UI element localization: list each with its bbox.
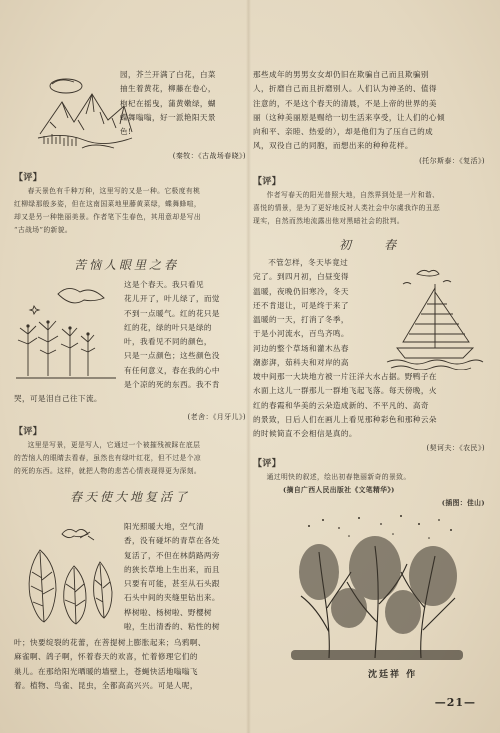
commentary3-line: 现实，自然而然地流露出他对黑暗社会的批判。 bbox=[253, 217, 405, 225]
poem4-line: 还不肯退让，可是终于来了 bbox=[253, 300, 349, 310]
poem2-line: 叶，我看见不同的颜色， bbox=[124, 337, 212, 347]
commentary1-block bbox=[14, 172, 246, 237]
poem3-line: 叶；快要绽裂的花蕾，在菩提树上膨胀起来；乌鸦啊、 bbox=[14, 638, 206, 647]
continuation-line: 丽（这种美丽原是赐给一切生活来享受，让人们的心倾 bbox=[253, 112, 445, 122]
poem3-line: 石头中间的夹缝里钻出来。 bbox=[124, 593, 220, 603]
poem4-line: 温暖，夜晚仍旧寒冷，冬天 bbox=[253, 286, 349, 296]
poem2-block bbox=[124, 278, 246, 392]
commentary2-block bbox=[14, 426, 246, 478]
mountain-illustration bbox=[34, 72, 134, 154]
trees-illustration bbox=[14, 282, 118, 384]
poem4-line: 红的春霞和华美的云朵造成新的、不平凡的、高奇 bbox=[253, 400, 429, 410]
poem1-line: 蝶舞嗡嗡，好一派艳阳天景 bbox=[120, 112, 216, 122]
section-title: 初 春 bbox=[339, 238, 400, 252]
poem3-line: 着。植物、鸟雀、昆虫，全都高高兴兴。可是人呢， bbox=[14, 680, 198, 690]
commentary3-line: 喜悦的情景，是为了更好地反衬人类社会中尔虞我诈的丑恶 bbox=[253, 204, 441, 212]
poem3-line: 啦，生出清香的、粘性的树 bbox=[124, 622, 220, 632]
continuation-line: 人，折磨自己而且折磨别人。人们认为神圣的、值得 bbox=[253, 84, 437, 94]
continuation-line: 注意的，不是这个春天的清晨，不是上帝的世界的美 bbox=[253, 98, 437, 108]
section-title: 苦恼人眼里之春 bbox=[74, 258, 180, 272]
commentary1-label: 【评】 bbox=[14, 173, 43, 183]
poem4-source: (契诃夫：《农民》) bbox=[426, 444, 485, 453]
poem4-line: 的景致，日后人们在画儿上看见那种彩色和那种云朵 bbox=[253, 414, 437, 424]
poem2-line: 哭，可是泪自己往下流。 bbox=[14, 394, 102, 403]
sailboat-illustration bbox=[383, 262, 485, 370]
commentary3-label: 【评】 bbox=[253, 177, 282, 187]
commentary1-line: 春天景色有千种万种，这里写的又是一种。它极度有桃 bbox=[27, 187, 201, 195]
poem1-line: 抽生着黄花，柳藤在卷心， bbox=[120, 84, 216, 94]
poem2-line: 这是个春天。我只看见 bbox=[124, 280, 204, 289]
leaves-illustration bbox=[18, 522, 118, 630]
commentary4-label: 【评】 bbox=[253, 459, 282, 469]
poem2-line: 不到一点暖气。红的花只是 bbox=[124, 308, 220, 318]
illustration-credit: (插图：佳山) bbox=[441, 499, 485, 507]
commentary3-line: 作者写春天的阳光普照大地，自然界到处是一片和谐、 bbox=[266, 191, 440, 199]
center-fold bbox=[246, 0, 251, 733]
commentary1-line: “古战场”的新貌。 bbox=[14, 226, 73, 234]
continuation-line: 那些成年的男男女女却仍旧在欺骗自己而且欺骗别 bbox=[253, 70, 429, 79]
poem2-line: 是个凉的死的东西。我不肯 bbox=[124, 380, 220, 390]
poem3-line: 阳光照暖大地，空气清 bbox=[124, 522, 204, 531]
poem4-line: 的时候简直不会相信是真的。 bbox=[253, 429, 357, 439]
poem2-source: (老舍：《月牙儿》) bbox=[187, 413, 246, 422]
poem4-line: 完了。到四月初，白昼变得 bbox=[253, 272, 349, 282]
poem2-tail bbox=[14, 392, 246, 425]
artist-credit: 沈廷祥 作 bbox=[368, 670, 418, 680]
poem4-line: 河边的整个草场和灌木丛春 bbox=[253, 343, 349, 353]
commentary2-line: 这里是写景，更是写人，它通过一个被摧残被踩在底层 bbox=[27, 441, 201, 449]
commentary2-line: 的死的东西。这样，就把人物的悲苦心情表现得更为深刻。 bbox=[14, 467, 202, 475]
commentary1-line: 红柳绿那般多姿，但在这南国菜地里藤黄菜绿，蝶舞蜂喧， bbox=[14, 200, 202, 208]
commentary1-line: 却又是另一种艳丽美景。作者笔下生春色，其用意却是写出 bbox=[14, 213, 202, 221]
poem2-line: 红的花，绿的叶只是绿的 bbox=[124, 322, 212, 332]
poem2-line: 有任何意义，春在我的心中 bbox=[124, 365, 220, 375]
poem1-line: 枸杞在摇曳，蒲黄嫩绿，蝴 bbox=[120, 98, 216, 108]
continuation-line: 风，双役自己的同胞，而想出来的种种花样。 bbox=[253, 141, 413, 151]
commentary3-block bbox=[253, 176, 485, 228]
commentary4-line: 通过明快的叙述，绘出初春艳丽新奇的景致。 bbox=[266, 473, 411, 481]
ink-trees-illustration bbox=[289, 512, 465, 662]
page-number: —21— bbox=[434, 696, 476, 709]
poem4-line: 坡中间那一大块地方被一片汪洋大水占据。野鸭子在 bbox=[253, 372, 437, 381]
continuation-source: (托尔斯泰：《复活》) bbox=[419, 156, 485, 165]
poem4-block bbox=[253, 256, 377, 370]
poem3-full bbox=[14, 636, 246, 693]
commentary2-line: 的苦恼人的眼睛去看春，虽然也有绿叶红花，但不过是个凉 bbox=[14, 454, 202, 462]
section-title: 春天使大地复活了 bbox=[70, 490, 191, 504]
continuation-line: 向和平、亲睦、热爱的），却是他们为了压自己的成 bbox=[253, 127, 434, 137]
commentary2-label: 【评】 bbox=[14, 427, 43, 437]
poem3-line: 桦树啦、杨树啦、野樱树 bbox=[124, 607, 212, 617]
continuation-block bbox=[253, 68, 485, 168]
poem1-line: 色! bbox=[120, 127, 132, 137]
poem3-line: 的狭长草地上生出来，而且 bbox=[124, 564, 220, 574]
poem2-line: 花儿开了，叶儿绿了，而觉 bbox=[124, 294, 220, 304]
book-credit: (摘自广西人民出版社《文笔精华》) bbox=[283, 486, 395, 494]
poem4-full bbox=[253, 370, 485, 456]
poem3-block bbox=[124, 520, 246, 634]
commentary4-block bbox=[253, 458, 485, 510]
poem4-line: 水面上这儿一群那儿一群地飞起飞落。每天傍晚，火 bbox=[253, 386, 437, 396]
poem4-line: 潮澎湃，茹科夫和对岸的高 bbox=[253, 358, 349, 368]
poem3-line: 只要有可能，甚至从石头跟 bbox=[124, 579, 220, 589]
poem3-line: 香，没有碰坏的青草在各处 bbox=[124, 536, 220, 546]
poem1-line: 园，芥兰开满了白花，白菜 bbox=[120, 70, 216, 79]
poem3-line: 复活了，不但在林荫路两旁 bbox=[124, 550, 220, 560]
poem4-line: 于是小河流水，百鸟齐鸣。 bbox=[253, 329, 349, 339]
poem2-line: 只是一点颜色；这些颜色没 bbox=[124, 351, 220, 361]
poem4-line: 不管怎样，冬天毕竟过 bbox=[268, 258, 349, 267]
poem3-line: 麻雀啊、鸽子啊，怀着春天的欢喜，忙着修理它们的 bbox=[14, 652, 198, 662]
poem3-line: 巢儿。在那给阳光晒暖的墙壁上，苍蝇快活地嗡嗡飞 bbox=[14, 666, 198, 676]
poem1-source: (秦牧：《古战场春晓》) bbox=[172, 152, 246, 161]
poem4-line: 温暖的一天，打消了冬季， bbox=[253, 315, 349, 325]
poem1-block bbox=[120, 68, 246, 164]
